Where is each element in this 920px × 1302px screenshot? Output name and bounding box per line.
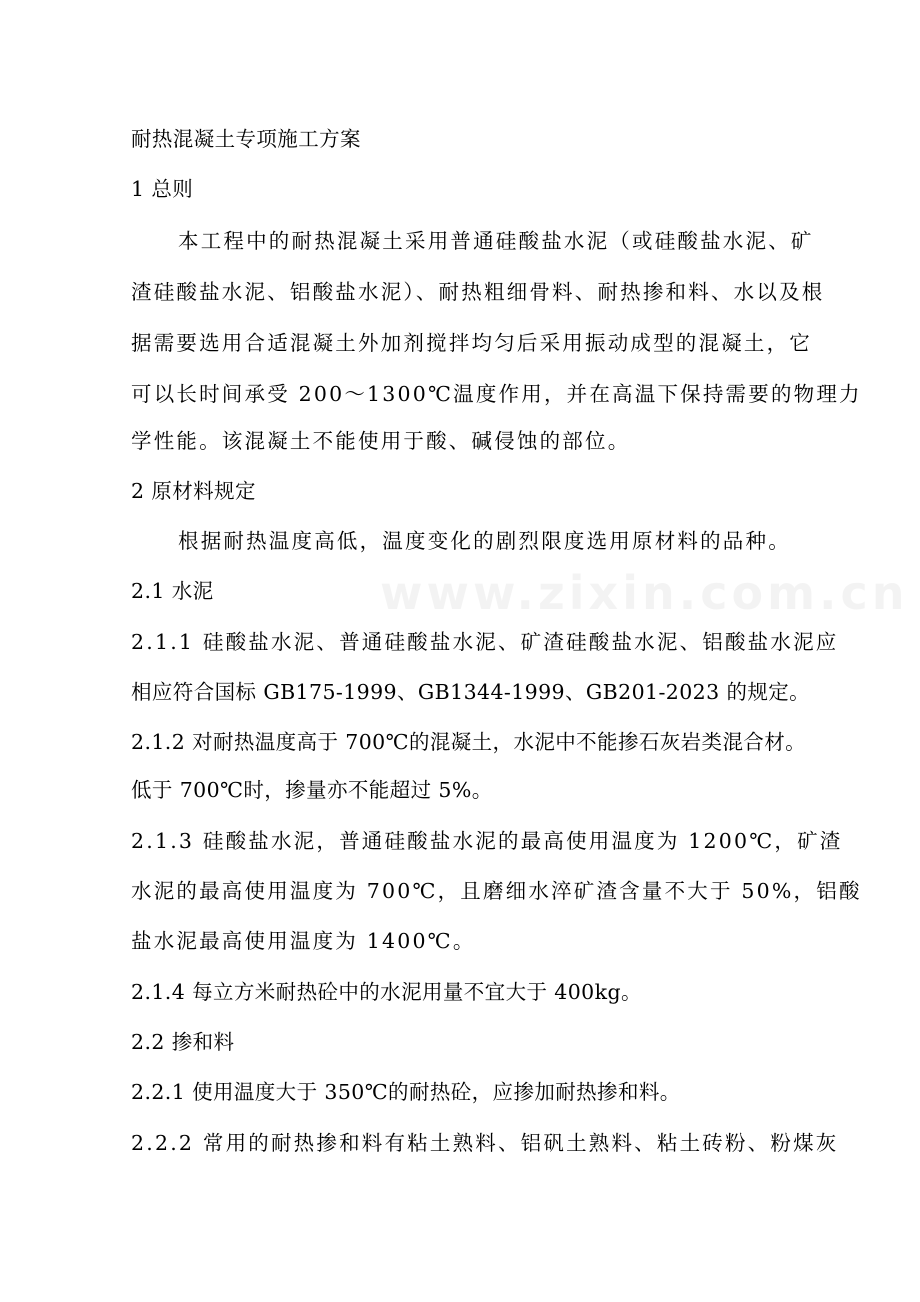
paragraph-line: 2.1.2 对耐热温度高于 700℃的混凝土，水泥中不能掺石灰岩类混合材。 <box>131 730 807 754</box>
section-heading: 1 总则 <box>131 177 194 201</box>
subsection-heading: 2.1 水泥 <box>131 579 214 603</box>
paragraph-line: 2.1.4 每立方米耐热砼中的水泥用量不宜大于 400kg。 <box>131 980 642 1004</box>
paragraph-line: 2.1.1 硅酸盐水泥、普通硅酸盐水泥、矿渣硅酸盐水泥、铝酸盐水泥应 <box>131 630 839 654</box>
paragraph-line: 盐水泥最高使用温度为 1400℃。 <box>131 929 476 953</box>
paragraph-line: 渣硅酸盐水泥、铝酸盐水泥）、耐热粗细骨料、耐热掺和料、水以及根 <box>131 280 825 304</box>
subsection-heading: 2.2 掺和料 <box>131 1030 235 1054</box>
paragraph-line: 低于 700℃时，掺量亦不能超过 5%。 <box>131 778 493 802</box>
paragraph-line: 据需要选用合适混凝土外加剂搅拌均匀后采用振动成型的混凝土，它 <box>131 331 812 355</box>
document-title: 耐热混凝土专项施工方案 <box>131 127 361 151</box>
paragraph-line: 相应符合国标 GB175-1999、GB1344-1999、GB201-2023 的规定。 <box>131 680 811 704</box>
paragraph-line: 2.2.1 使用温度大于 350℃的耐热砼，应掺加耐热掺和料。 <box>131 1080 681 1104</box>
section-heading: 2 原材料规定 <box>131 479 256 503</box>
paragraph-line: 本工程中的耐热混凝土采用普通硅酸盐水泥（或硅酸盐水泥、矿 <box>178 229 814 253</box>
watermark <box>380 566 909 620</box>
paragraph-line: 2.2.2 常用的耐热掺和料有粘土熟料、铝矾土熟料、粘土砖粉、粉煤灰 <box>131 1131 839 1155</box>
paragraph-line: 可以长时间承受 200～1300℃温度作用，并在高温下保持需要的物理力 <box>131 382 862 406</box>
paragraph-line: 学性能。该混凝土不能使用于酸、碱侵蚀的部位。 <box>131 429 631 453</box>
paragraph-line: 水泥的最高使用温度为 700℃，且磨细水淬矿渣含量不大于 50%，铝酸 <box>131 879 862 903</box>
paragraph-line: 2.1.3 硅酸盐水泥，普通硅酸盐水泥的最高使用温度为 1200℃，矿渣 <box>131 829 843 853</box>
paragraph-line: 根据耐热温度高低，温度变化的剧烈限度选用原材料的品种。 <box>178 529 791 553</box>
